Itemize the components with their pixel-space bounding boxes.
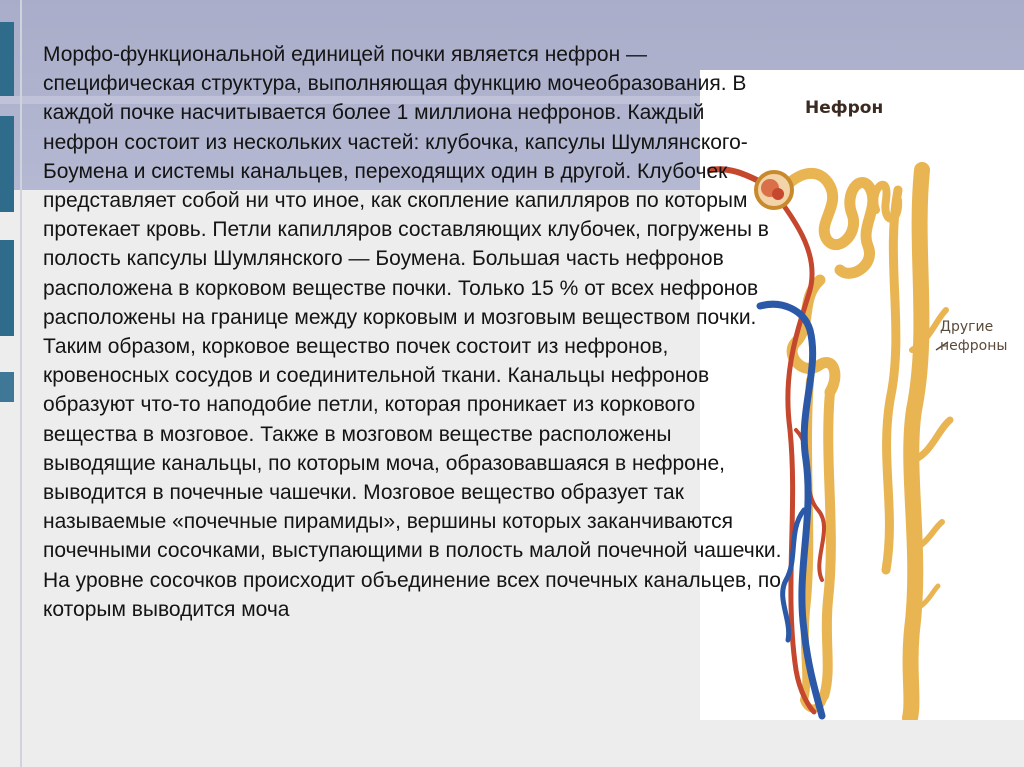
accent-bar xyxy=(0,240,14,336)
accent-bar xyxy=(0,22,14,96)
left-divider-line xyxy=(20,0,22,767)
figure-title: Нефрон xyxy=(805,98,884,118)
figure-label-other-nephrons: Другие нефроны xyxy=(940,319,1008,354)
accent-bar xyxy=(0,116,14,212)
accent-bar xyxy=(0,372,14,402)
slide-body-text: Морфо-функциональной единицей почки является нефрон — специфическая структура, выполняющая функцию мочеобразования. В каждой почке насчитывается более 1 миллиона нефронов. Каждый нефрон состоит из нескольких частей: клубочка, капсулы Шумлянского-Боумена и системы канальцев, переходящих один в другой. Клубочек представляет собой ни что иное, как скопление капилляров по которым протекает кровь. Петли капилляров составляющих клубочек, погружены в полость капсулы Шумлянского — Боумена. Большая часть нефронов расположена в корковом веществе почки. Только 15 % от всех нефронов расположены на границе между корковым и мозговым веществом почки. Таким образом, корковое вещество почек состоит из нефронов, кровеносных сосудов и соединительной ткани. Канальцы нефронов образуют что-то наподобие петли, которая проникает из коркового вещества в мозговое. Также в мозговом веществе расположены выводящие канальцы, по которым моча, образовавшаяся в нефроне, выводится в почечные чашечки. Мозговое вещество образует так называемые «почечные пирамиды», вершины которых заканчиваются почечными сосочками, выступающими в полость малой почечной чашечки. На уровне сосочков происходит объединение всех почечных канальцев, по которым выводится моча xyxy=(43,43,782,621)
